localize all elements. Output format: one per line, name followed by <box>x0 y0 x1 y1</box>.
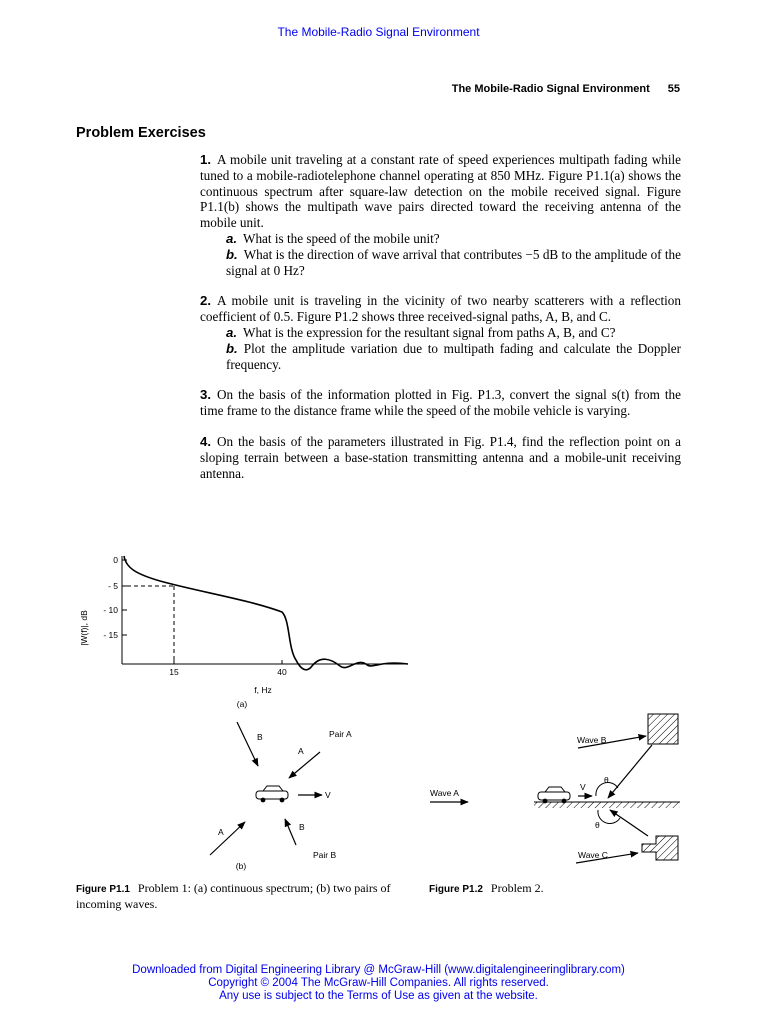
angle-arc <box>598 810 620 824</box>
y-axis-label: |W(f)|, dB <box>79 610 89 646</box>
scatterer-diagram <box>430 714 680 863</box>
scatterer-top <box>648 714 678 744</box>
subquestion-text: What is the direction of wave arrival that contributes −5 dB to the amplitude of the signal at 0 Hz? <box>226 246 681 278</box>
x-tick-label: 40 <box>277 667 287 677</box>
caption-label: Figure P1.1 <box>76 884 130 895</box>
problem-number: 3. <box>200 387 211 403</box>
pair-label: Pair A <box>329 729 352 739</box>
panel-label: (b) <box>235 861 247 871</box>
subquestion-letter: a. <box>226 324 237 340</box>
wave-arrow <box>289 752 320 778</box>
wave-label: Wave C <box>578 850 608 860</box>
subquestion-letter: b. <box>226 246 238 262</box>
velocity-label: V <box>580 782 586 792</box>
y-tick-label: - 5 <box>108 581 118 591</box>
wave-label: A <box>298 746 304 756</box>
velocity-label: V <box>325 790 331 800</box>
wave-arrow <box>210 822 245 855</box>
top-link[interactable]: The Mobile-Radio Signal Environment <box>277 25 480 39</box>
wave-label: A <box>218 827 224 837</box>
problem-number: 1. <box>200 152 211 167</box>
wave-arrow <box>285 819 296 845</box>
subquestion <box>200 341 681 373</box>
caption-text: Problem 1: (a) continuous spectrum; (b) two pairs of incoming waves. <box>76 881 391 911</box>
reflected-wave-arrow <box>610 810 648 836</box>
scatterer-bottom <box>642 836 678 860</box>
section-heading: Problem Exercises <box>76 125 206 141</box>
running-title: The Mobile-Radio Signal Environment <box>451 83 650 95</box>
wave-label: Wave A <box>430 788 459 798</box>
wave-pairs-diagram <box>210 722 352 871</box>
caption-label: Figure P1.2 <box>429 884 483 895</box>
figure-caption-p1-1 <box>76 881 416 911</box>
subquestion <box>200 325 681 341</box>
pair-label: Pair B <box>313 850 337 860</box>
ground-hatch <box>534 802 680 808</box>
footer-terms-link[interactable]: Any use is subject to the Terms of Use as given at the website. <box>219 990 538 1002</box>
x-tick-label: 15 <box>169 667 179 677</box>
problem-list <box>200 152 681 496</box>
spectrum-curve <box>124 556 408 670</box>
wave-label: B <box>299 822 305 832</box>
y-tick-label: - 10 <box>103 605 118 615</box>
subquestion <box>200 247 681 279</box>
problem-4 <box>200 434 681 481</box>
caption-text: Problem 2. <box>490 881 544 895</box>
footer <box>0 964 757 1003</box>
problem-1 <box>200 152 681 278</box>
angle-label: θ <box>604 775 609 785</box>
problem-2 <box>200 293 681 372</box>
running-head <box>380 83 680 95</box>
wave-arrow <box>237 722 258 766</box>
subquestion-text: What is the expression for the resultant signal from paths A, B, and C? <box>243 324 616 340</box>
wave-label: Wave B <box>577 735 607 745</box>
angle-label: θ <box>595 820 600 830</box>
problem-text: A mobile unit traveling at a constant rate of speed experiences multipath fading while tuned to a mobile-radiotelephone channel operating at 850 MHz. Figure P1.1(a) shows the continuous spectrum after square-law detection on the mobile received signal. Figure P1.1(b) shows the multipath wave pairs directed toward the receiving antenna of the mobile unit. <box>200 152 681 231</box>
panel-label: (a) <box>236 699 248 709</box>
wave-label: B <box>257 732 263 742</box>
subquestion-letter: a. <box>226 230 237 246</box>
problem-number: 2. <box>200 293 211 309</box>
problem-text: A mobile unit is traveling in the vicinity of two nearby scatterers with a reflection coefficient of 0.5. Figure P1.2 shows three received-signal paths, A, B, and C. <box>200 293 681 325</box>
footer-download-link[interactable]: Downloaded from Digital Engineering Library @ McGraw-Hill (www.digitalengineeringlibrary.com) <box>132 964 625 976</box>
figures <box>0 540 757 880</box>
spectrum-plot <box>79 555 408 709</box>
x-axis-label: f, Hz <box>254 685 272 695</box>
car-icon <box>256 786 288 802</box>
page-number: 55 <box>667 83 680 95</box>
figure-caption-p1-2 <box>429 881 629 897</box>
problem-text: On the basis of the information plotted in Fig. P1.3, convert the signal s(t) from the time frame to the distance frame while the speed of the mobile vehicle is varying. <box>200 387 681 419</box>
subquestion-letter: b. <box>226 340 238 356</box>
subquestion <box>200 231 681 247</box>
problem-3 <box>200 387 681 419</box>
y-tick-label: - 15 <box>103 630 118 640</box>
car-icon <box>538 787 570 803</box>
reflected-wave-arrow <box>608 745 652 798</box>
problem-number: 4. <box>200 433 211 449</box>
y-tick-label: 0 <box>113 555 118 565</box>
subquestion-text: What is the speed of the mobile unit? <box>243 230 440 246</box>
footer-copyright: Copyright © 2004 The McGraw-Hill Companies. All rights reserved. <box>208 977 549 989</box>
problem-text: On the basis of the parameters illustrated in Fig. P1.4, find the reflection point on a sloping terrain between a base-station transmitting antenna and a mobile-unit receiving antenna. <box>200 433 681 481</box>
subquestion-text: Plot the amplitude variation due to multipath fading and calculate the Doppler frequency. <box>226 340 681 372</box>
